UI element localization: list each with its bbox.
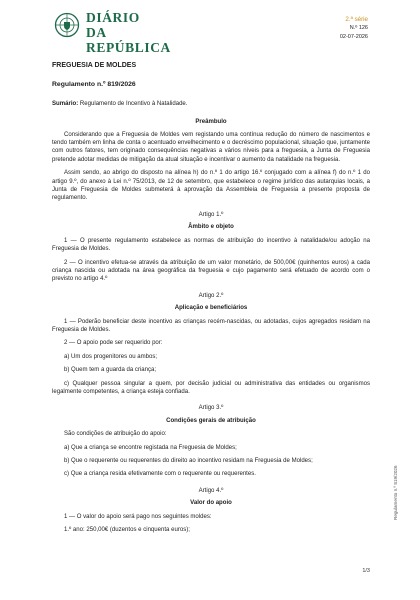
- article-2-item-b: b) Quem tem a guarda da criança;: [64, 367, 157, 374]
- article-3-title: Condições gerais de atribuição: [166, 417, 256, 424]
- diario-da-republica-logo[interactable]: [54, 8, 174, 55]
- logo-text: [86, 10, 174, 55]
- side-reference: Regulamento n.º 819/2026: [393, 465, 398, 520]
- article-2-number: Artigo 2.º: [198, 292, 224, 299]
- article-2-paragraph-1: 1 — Poderão beneficiar deste incentivo as crianças recém-nascidas, ou adotadas, cujos agregados residam na Freguesia de Moldes.: [52, 318, 370, 333]
- preamble-paragraph-2: Assim sendo, ao abrigo do disposto na alínea h) do n.º 1 do artigo 16.º conjugado com a alínea f) do n.º 1 do artigo 9.º, do anexo à Lei n.º 75/2013, de 12 de setembro, que estabelece o regime jurídico das autarquias locais, a Junta de Freguesia de Moldes submeterá à aprovação da Assembleia de Freguesia a presente proposta de regulamento.: [52, 170, 370, 202]
- article-4-number: Artigo 4.º: [198, 487, 224, 494]
- summary-label: Sumário:: [52, 100, 79, 107]
- logo-line-2: DA REPÚBLICA: [86, 25, 171, 55]
- article-4-title: Valor do apoio: [190, 500, 232, 507]
- article-2-title: Aplicação e beneficiários: [174, 305, 248, 312]
- regulation-title: Regulamento n.º 819/2026: [52, 81, 136, 89]
- parish-title: FREGUESIA DE MOLDES: [52, 62, 137, 69]
- article-1-paragraph-2: 2 — O incentivo efetua-se através da atribuição de um valor monetário, de 500,00€ (quinhentos euros) a cada criança nascida ou adotada na área geográfica da freguesia e cujo pagamento será efetuado de acordo com o previsto no artigo 4.º: [52, 259, 370, 283]
- article-3-number: Artigo 3.º: [198, 405, 224, 412]
- article-3-item-c: c) Que a criança resida efetivamente com o requerente ou requerentes.: [64, 471, 256, 478]
- article-4-paragraph-1: 1 — O valor do apoio será pago nos seguintes moldes:: [64, 513, 212, 520]
- page-header: [0, 0, 420, 55]
- issue-date: 02-07-2026: [339, 33, 368, 40]
- coat-of-arms-icon: [54, 12, 80, 38]
- article-2-item-a: a) Um dos progenitores ou ambos;: [64, 353, 158, 360]
- logo-line-1: DIÁRIO: [86, 10, 140, 25]
- summary-text: Regulamento de Incentivo à Natalidade.: [78, 100, 188, 107]
- issue-meta: [340, 16, 368, 41]
- issue-number: N.º 126: [349, 25, 368, 32]
- page-number: 1/3: [362, 568, 370, 574]
- preamble-title: Preâmbulo: [195, 119, 227, 126]
- article-2-paragraph-2: 2 — O apoio pode ser requerido por:: [64, 340, 163, 347]
- article-3-item-a: a) Que a criança se encontre registada na Freguesia de Moldes;: [64, 444, 237, 451]
- article-1-title: Âmbito e objeto: [188, 224, 234, 231]
- document-body: [52, 60, 370, 534]
- summary: [52, 100, 370, 108]
- article-4-paragraph-2: 1.º ano: 250,00€ (duzentos e cinquenta euros);: [64, 527, 190, 534]
- article-1-number: Artigo 1.º: [198, 211, 224, 218]
- issue-serie: 2.ª série: [345, 16, 368, 23]
- preamble-paragraph-1: Considerando que a Freguesia de Moldes vem registando uma contínua redução do número de nascimentos e tendo também em linha de conta o acentuado envelhecimento e o decréscimo populacional, situação que, juntamente com outros fatores, tem originado consequências negativas a vários níveis para a freguesia, a Junta de Freguesia pretende adotar medidas de mitigação da atual situação e incentivar o aumento da natalidade na freguesia.: [52, 131, 370, 163]
- article-3-intro: São condições de atribuição do apoio:: [64, 431, 167, 438]
- article-2-item-c: c) Qualquer pessoa singular a quem, por decisão judicial ou administrativa das entidades ou organismos legalmente competentes, a criança esteja confiada.: [52, 380, 370, 395]
- article-3-item-b: b) Que o requerente ou requerentes do direito ao incentivo residam na Freguesia de Moldes;: [64, 458, 313, 464]
- article-1-paragraph-1: 1 — O presente regulamento estabelece as normas de atribuição do incentivo à natalidade/ou adoção na Freguesia de Moldes.: [52, 237, 370, 253]
